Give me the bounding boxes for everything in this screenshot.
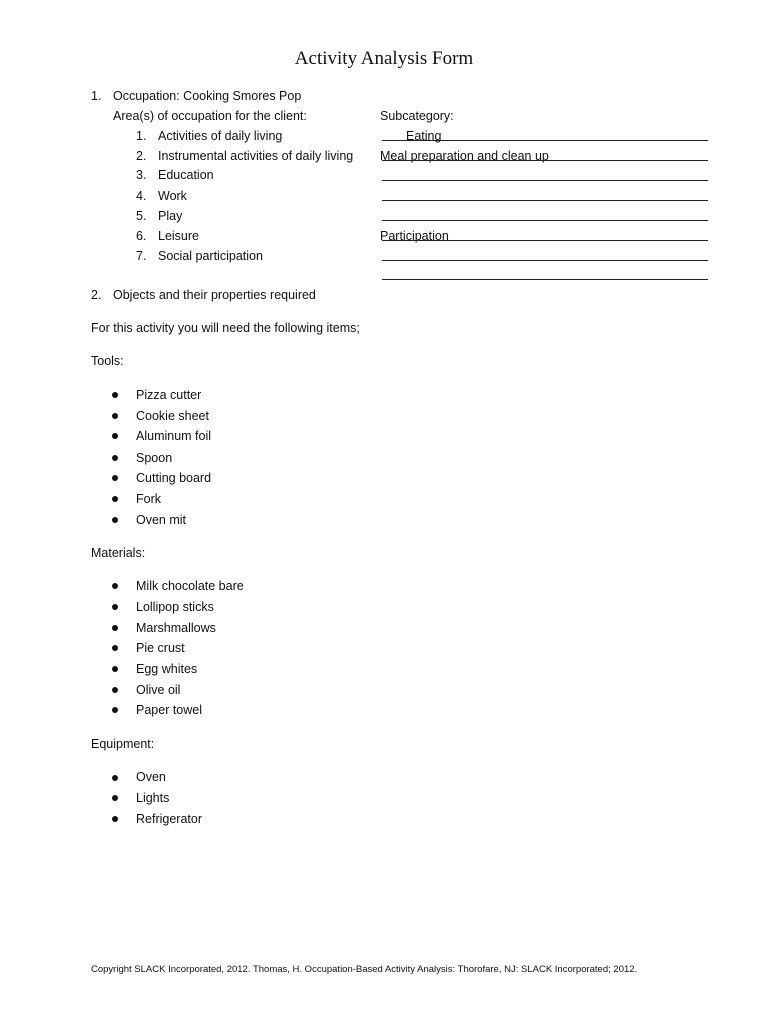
subcategory-entry: Meal preparation and clean up bbox=[380, 149, 549, 163]
subcategory-line bbox=[382, 160, 708, 161]
list-item: Pizza cutter bbox=[136, 388, 202, 402]
area-item: 7. Social participation bbox=[136, 249, 263, 263]
copyright-footer: Copyright SLACK Incorporated, 2012. Thomas, H. Occupation-Based Activity Analysis: Thorofare, NJ: SLACK Incorporated; 2012. bbox=[91, 964, 638, 975]
bullet-icon bbox=[112, 816, 118, 822]
area-item: 3. Education bbox=[136, 168, 214, 182]
bullet-icon bbox=[112, 645, 118, 651]
areas-label: Area(s) of occupation for the client: bbox=[113, 109, 307, 123]
area-item: 1. Activities of daily living bbox=[136, 129, 283, 143]
section-1-number: 1. bbox=[91, 89, 102, 103]
bullet-icon bbox=[112, 583, 118, 589]
tools-label: Tools: bbox=[91, 354, 124, 368]
list-item: Oven bbox=[136, 770, 166, 784]
list-item: Paper towel bbox=[136, 703, 203, 717]
bullet-icon bbox=[112, 604, 118, 610]
bullet-icon bbox=[112, 455, 118, 461]
list-item: Spoon bbox=[136, 451, 173, 465]
bullet-icon bbox=[112, 475, 118, 481]
list-item: Pie crust bbox=[136, 641, 185, 655]
list-item: Lights bbox=[136, 791, 170, 805]
list-item: Aluminum foil bbox=[136, 429, 212, 443]
occupation-label: Occupation: Cooking Smores Pop bbox=[113, 89, 302, 103]
bullet-icon bbox=[112, 433, 118, 439]
form-title: Activity Analysis Form bbox=[294, 48, 474, 69]
bullet-icon bbox=[112, 707, 118, 713]
bullet-icon bbox=[112, 687, 118, 693]
list-item: Cookie sheet bbox=[136, 409, 209, 423]
materials-label: Materials: bbox=[91, 546, 146, 560]
subcategory-line bbox=[382, 140, 708, 141]
bullet-icon bbox=[112, 775, 118, 781]
list-item: Cutting board bbox=[136, 471, 212, 485]
section-2-number: 2. bbox=[91, 288, 102, 302]
area-item: 2. Instrumental activities of daily living bbox=[136, 149, 354, 163]
bullet-icon bbox=[112, 666, 118, 672]
subcategory-entry: Participation bbox=[380, 229, 449, 243]
bullet-icon bbox=[112, 413, 118, 419]
list-item: Olive oil bbox=[136, 683, 181, 697]
subcategory-line bbox=[382, 220, 708, 221]
bullet-icon bbox=[112, 795, 118, 801]
area-item: 6. Leisure bbox=[136, 229, 199, 243]
subcategory-line bbox=[382, 260, 708, 261]
list-item: Refrigerator bbox=[136, 812, 202, 826]
subcategory-line bbox=[382, 279, 708, 280]
subcategory-label: Subcategory: bbox=[380, 109, 454, 123]
list-item: Milk chocolate bare bbox=[136, 579, 244, 593]
subcategory-line bbox=[382, 180, 708, 181]
subcategory-line bbox=[382, 200, 708, 201]
area-item: 4. Work bbox=[136, 189, 187, 203]
subcategory-entry: Eating bbox=[406, 129, 442, 143]
area-item: 5. Play bbox=[136, 209, 183, 223]
bullet-icon bbox=[112, 392, 118, 398]
bullet-icon bbox=[112, 625, 118, 631]
list-item: Oven mit bbox=[136, 513, 187, 527]
list-item: Lollipop sticks bbox=[136, 600, 214, 614]
list-item: Fork bbox=[136, 492, 161, 506]
list-item: Marshmallows bbox=[136, 621, 216, 635]
list-item: Egg whites bbox=[136, 662, 198, 676]
items-intro: For this activity you will need the following items; bbox=[91, 321, 360, 335]
section-2-heading: Objects and their properties required bbox=[113, 288, 316, 302]
subcategory-line bbox=[382, 240, 708, 241]
bullet-icon bbox=[112, 517, 118, 523]
bullet-icon bbox=[112, 496, 118, 502]
equipment-label: Equipment: bbox=[91, 737, 155, 751]
